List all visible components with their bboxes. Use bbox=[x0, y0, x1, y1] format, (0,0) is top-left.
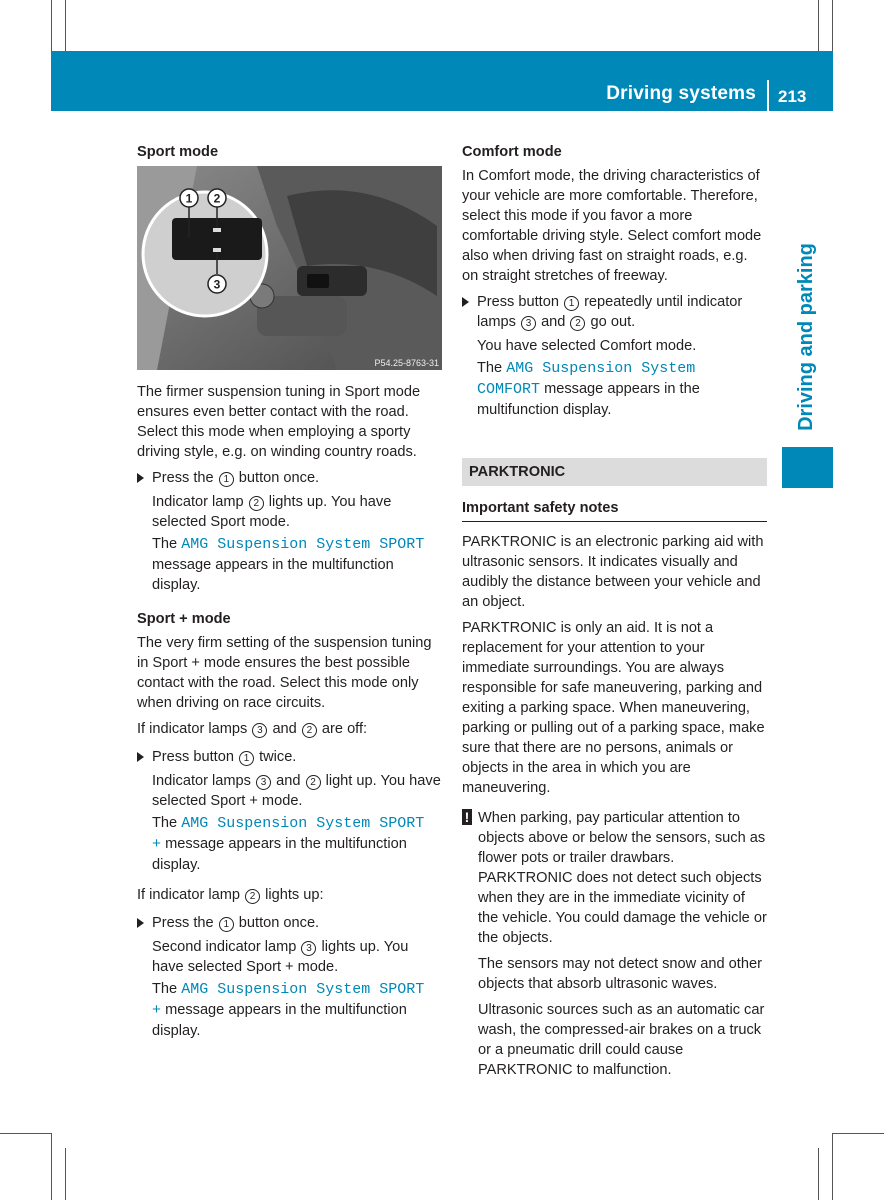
step-result: You have selected Comfort mode. bbox=[477, 338, 697, 354]
instruction-step: Press button 1 repeatedly until indicator lamps 3 and 2 go out. bbox=[462, 292, 767, 332]
sport-plus-intro: The very firm setting of the suspension tuning in Sport + mode ensures the best possible contact with the road. Select this mode only when driving on race circuits. bbox=[137, 635, 432, 711]
warning-text-2: The sensors may not detect snow and other objects that absorb ultrasonic waves. bbox=[478, 956, 762, 992]
crop-mark bbox=[832, 0, 833, 51]
step-arrow-icon bbox=[137, 918, 144, 928]
right-column bbox=[462, 142, 767, 1086]
header-divider bbox=[767, 80, 769, 111]
instruction-step: Press the 1 button once. bbox=[137, 913, 442, 933]
crop-mark bbox=[65, 1148, 66, 1200]
display-message-note: The AMG Suspension System SPORT + message appears in the multifunction display. bbox=[152, 815, 425, 873]
number-badge: 3 bbox=[521, 316, 536, 331]
page-title: Driving systems bbox=[606, 83, 756, 104]
number-badge: 2 bbox=[302, 723, 317, 738]
number-badge: 1 bbox=[219, 917, 234, 932]
callout-label-1: 1 bbox=[185, 191, 193, 206]
number-badge: 2 bbox=[306, 775, 321, 790]
warning-text-1: When parking, pay particular attention to objects above or below the sensors, such as flower pots or trailer drawbars. PARKTRONIC does not detect such objects when they are in the immediate vicinity of the vehicle. You could damage the vehicle or the objects. bbox=[478, 810, 767, 946]
crop-mark bbox=[51, 0, 52, 51]
number-badge: 2 bbox=[570, 316, 585, 331]
display-message-note: The AMG Suspension System SPORT + message appears in the multifunction display. bbox=[152, 981, 425, 1039]
number-badge: 1 bbox=[219, 472, 234, 487]
display-message-note: The AMG Suspension System COMFORT message appears in the multifunction display. bbox=[477, 360, 700, 418]
step-result: Indicator lamps 3 and 2 light up. You have selected Sport + mode. bbox=[152, 773, 441, 809]
comfort-mode-heading: Comfort mode bbox=[462, 144, 562, 160]
sport-plus-heading: Sport + mode bbox=[137, 611, 231, 627]
step-arrow-icon bbox=[137, 473, 144, 483]
parktronic-section-heading: PARKTRONIC bbox=[462, 458, 767, 486]
display-message: AMG Suspension System SPORT bbox=[181, 536, 425, 553]
instruction-step: Press the 1 button once. bbox=[137, 468, 442, 488]
safety-notes-heading: Important safety notes bbox=[462, 498, 767, 522]
condition-text: If indicator lamp 2 lights up: bbox=[137, 887, 324, 903]
condition-text: If indicator lamps 3 and 2 are off: bbox=[137, 721, 368, 737]
parktronic-para-2: PARKTRONIC is only an aid. It is not a replacement for your attention to your immediate surroundings. You are always responsible for safe maneuvering, parking and exiting a parking space. When maneuvering, parking or pulling out of a parking space, make sure that there are no persons, animals or objects in the area in which you are maneuvering. bbox=[462, 620, 765, 796]
page-number: 213 bbox=[778, 87, 807, 106]
display-message: AMG Suspension System COMFORT bbox=[477, 360, 696, 398]
warning-icon: ! bbox=[462, 809, 472, 825]
crop-mark bbox=[818, 0, 819, 51]
crop-mark bbox=[818, 1148, 819, 1200]
comfort-intro: In Comfort mode, the driving characteristics of your vehicle are more comfortable. Therefore, select this mode if you favor a more comfortable driving style. Select comfort mode also when driving fast on straight roads, e.g. on straight stretches of freeway. bbox=[462, 168, 762, 284]
step-result: Indicator lamp 2 lights up. You have selected Sport mode. bbox=[152, 494, 392, 530]
display-message: AMG Suspension System SPORT + bbox=[152, 815, 425, 853]
number-badge: 3 bbox=[256, 775, 271, 790]
callout-label-3: 3 bbox=[213, 277, 221, 292]
console-photo bbox=[137, 166, 442, 370]
number-badge: 2 bbox=[249, 496, 264, 511]
number-badge: 2 bbox=[245, 889, 260, 904]
step-arrow-icon bbox=[137, 752, 144, 762]
chapter-marker bbox=[782, 447, 833, 488]
crop-mark bbox=[832, 1133, 833, 1200]
number-badge: 1 bbox=[564, 296, 579, 311]
display-message-note: The AMG Suspension System SPORT message appears in the multifunction display. bbox=[152, 536, 425, 593]
crop-mark bbox=[65, 0, 66, 51]
warning-text-3: Ultrasonic sources such as an automatic car wash, the compressed-air brakes on a truck or a pneumatic drill could cause PARKTRONIC to malfunction. bbox=[478, 1002, 765, 1078]
warning-note bbox=[462, 808, 767, 1080]
parktronic-para-1: PARKTRONIC is an electronic parking aid with ultrasonic sensors. It indicates visually and audibly the distance between your vehicle and an object. bbox=[462, 534, 764, 610]
callout-label-2: 2 bbox=[213, 191, 221, 206]
display-message: AMG Suspension System SPORT + bbox=[152, 981, 425, 1019]
crop-mark bbox=[832, 1133, 884, 1134]
crop-mark bbox=[51, 1133, 52, 1200]
figure-caption: P54.25-8763-31 bbox=[374, 358, 439, 368]
sport-mode-heading: Sport mode bbox=[137, 144, 219, 160]
crop-mark bbox=[0, 1133, 51, 1134]
number-badge: 3 bbox=[301, 941, 316, 956]
sport-intro: The firmer suspension tuning in Sport mode ensures even better contact with the road. Select this mode when employing a sporty driving style, e.g. on winding country roads. bbox=[137, 384, 421, 460]
step-result: Second indicator lamp 3 lights up. You have selected Sport + mode. bbox=[152, 939, 409, 975]
console-illustration bbox=[137, 166, 442, 370]
instruction-step: Press button 1 twice. bbox=[137, 747, 442, 767]
left-column bbox=[137, 142, 442, 1043]
number-badge: 1 bbox=[239, 751, 254, 766]
step-arrow-icon bbox=[462, 297, 469, 307]
chapter-tab: Driving and parking bbox=[795, 243, 817, 431]
number-badge: 3 bbox=[252, 723, 267, 738]
